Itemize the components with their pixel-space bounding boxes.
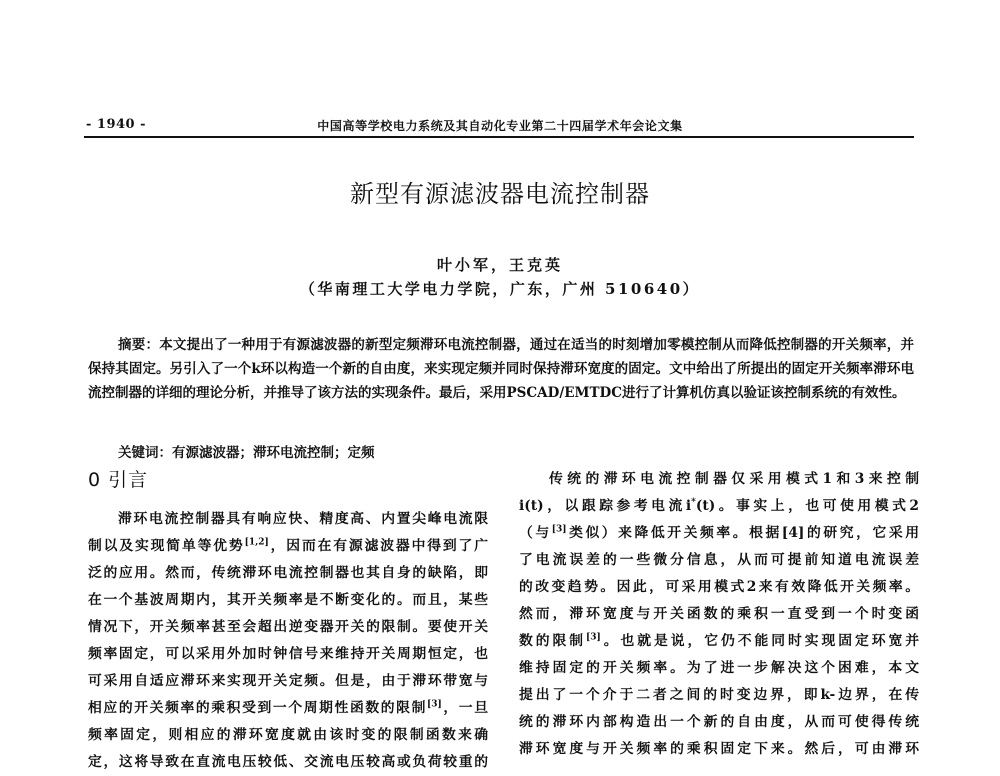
body-text-line <box>519 736 919 763</box>
left-column <box>88 506 488 776</box>
running-header: 中国高等学校电力系统及其自动化专业第二十四届学术年会论文集 <box>317 119 683 133</box>
text-run: 相应的开关频率的乘积受到一个周期性函数的限制 <box>88 700 427 716</box>
body-text-line <box>519 709 919 736</box>
text-run: 定，这将导致在直流电压较低、交流电压较高或负荷较重的 <box>88 754 488 770</box>
text-run: 在一个基波周期内，其开关频率是不断变化的。而且，某些 <box>88 592 488 608</box>
keywords-label: 关键词： <box>118 445 172 461</box>
text-run: i(t)，以跟踪参考电流 <box>519 498 686 514</box>
body-text-line <box>88 668 488 695</box>
abstract <box>88 333 914 405</box>
text-run: 泛的应用。然而，传统滞环电流控制器也其自身的缺陷，即 <box>88 565 488 581</box>
body-text-line <box>519 601 919 628</box>
body-text-line <box>519 466 919 493</box>
text-run: 的改变趋势。因此，可采用模式2来有效降低开关频率。 <box>519 579 919 595</box>
keywords-text: 有源滤波器；滞环电流控制；定频 <box>172 445 375 461</box>
text-run: 频率固定，则相应的滞环宽度就由该时变的限制函数来确 <box>88 727 488 743</box>
body-text-line <box>519 655 919 682</box>
paper-affiliation: （华南理工大学电力学院，广东，广州 510640） <box>299 280 701 298</box>
body-text-line <box>519 520 919 547</box>
text-run: 了电流误差的一些微分信息，从而可提前知道电流误差 <box>519 552 919 568</box>
abstract-label: 摘要： <box>118 337 160 353</box>
text-run: ，一旦 <box>441 700 489 716</box>
body-text-line <box>88 722 488 749</box>
citation-superscript: [1,2] <box>244 537 269 548</box>
text-run: （与 <box>519 525 552 541</box>
body-text-line <box>519 547 919 574</box>
body-text-line <box>88 695 488 722</box>
citation-superscript: [3] <box>551 524 567 535</box>
header-rule <box>84 136 914 138</box>
abstract-paragraph <box>88 333 914 405</box>
body-text-line <box>88 749 488 776</box>
body-text-line <box>88 587 488 614</box>
text-run: 提出了一个介于二者之间的时变边界，即k-边界，在传 <box>519 687 919 703</box>
text-run: 统的滞环内部构造出一个新的自由度，从而可使得传统 <box>519 714 919 730</box>
text-run: 制以及实现简单等优势 <box>88 538 245 554</box>
text-run: 然而，滞环宽度与开关函数的乘积一直受到一个时变函 <box>519 606 919 622</box>
paper-title: 新型有源滤波器电流控制器 <box>350 180 650 208</box>
body-text-line <box>88 533 488 560</box>
text-run: 滞环电流控制器具有响应快、精度高、内置尖峰电流限 <box>118 511 488 527</box>
text-run: i <box>685 498 692 514</box>
text-run: 频率固定，可以采用外加时钟信号来维持开关周期恒定，也 <box>88 646 488 662</box>
text-run: 滞环宽度与开关频率的乘积固定下来。然后，可由滞环 <box>519 741 919 757</box>
abstract-text: 本文提出了一种用于有源滤波器的新型定频滞环电流控制器，通过在适当的时刻增加零模控制从而降低控制器的开关频率，并保持其固定。另引入了一个k环以构造一个新的自由度，来实现定频并同时保持滞环宽度的固定。文中给出了所提出的固定开关频率滞环电流控制器的详细的理论分析，并推导了该方法的实现条件。最后，采用PSCAD/EMTDC进行了计算机仿真以验证该控制系统的有效性。 <box>88 337 915 401</box>
citation-superscript: [3] <box>586 632 601 643</box>
body-text-line <box>519 628 919 655</box>
body-text-line <box>519 682 919 709</box>
body-text-line <box>88 641 488 668</box>
citation-superscript: [3] <box>427 699 442 710</box>
keywords <box>118 441 375 461</box>
text-run: 维持固定的开关频率。为了进一步解决这个困难，本文 <box>519 660 919 676</box>
citation-superscript: * <box>691 497 696 508</box>
page-number: - 1940 - <box>86 117 147 132</box>
body-text-line <box>519 574 919 601</box>
text-run: (t)。事实上，也可使用模式2 <box>695 498 919 514</box>
body-text-line <box>519 493 919 520</box>
section-heading: 0 引言 <box>88 469 149 491</box>
body-text-line <box>88 560 488 587</box>
text-run: 情况下，开关频率甚至会超出逆变器开关的限制。要使开关 <box>88 619 488 635</box>
right-column <box>519 466 919 763</box>
body-text-line <box>88 614 488 641</box>
paper-authors: 叶小军，王克英 <box>436 256 563 274</box>
text-run: ，因而在有源滤波器中得到了广 <box>268 538 489 554</box>
text-run: 类似）来降低开关频率。根据[4]的研究，它采用 <box>566 525 920 541</box>
text-run: 。也就是说，它仍不能同时实现固定环宽并 <box>600 633 920 649</box>
text-run: 数的限制 <box>519 633 586 649</box>
text-run: 可采用自适应滞环来实现开关定频。但是，由于滞环带宽与 <box>88 673 488 689</box>
body-text-line <box>88 506 488 533</box>
text-run: 传统的滞环电流控制器仅采用模式1和3来控制 <box>549 471 919 487</box>
